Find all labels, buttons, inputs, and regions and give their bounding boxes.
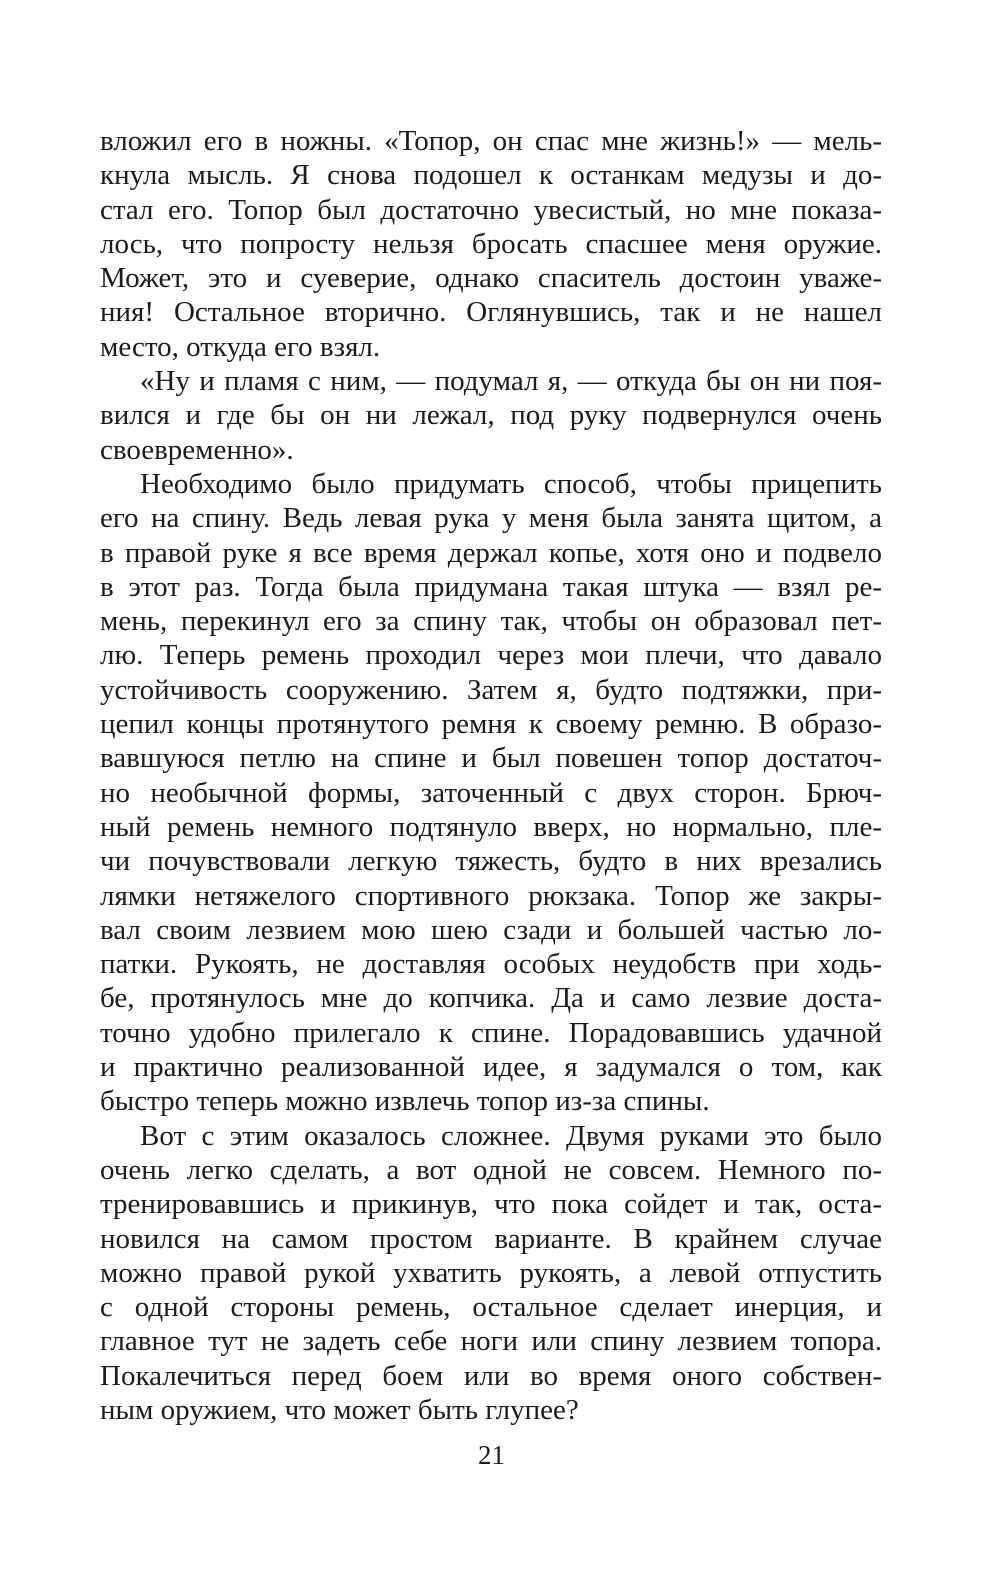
text-line: очень легко сделать, а вот одной не совсем. Немного по- xyxy=(100,1153,882,1186)
text-line: стал его. Топор был достаточно увесистый, но мне показа- xyxy=(100,193,882,226)
text-line: лямки нетяжелого спортивного рюкзака. Топор же закры- xyxy=(100,879,882,912)
text-line: своевременно». xyxy=(100,433,294,466)
text-line: но необычной формы, заточенный с двух сторон. Брюч- xyxy=(100,776,882,809)
text-line: патки. Рукоять, не доставляя особых неудобств при ходь- xyxy=(100,948,882,981)
text-line: Покалечиться перед боем или во время оного собствен- xyxy=(100,1359,882,1392)
text-line: Может, это и суеверие, однако спаситель достоин уваже- xyxy=(100,262,882,295)
text-line: вавшуюся петлю на спине и был повешен топор достаточ- xyxy=(100,742,882,775)
text-line: мень, перекинул его за спину так, чтобы он образовал пет- xyxy=(100,605,882,638)
page-number: 21 xyxy=(478,1440,505,1470)
paragraph xyxy=(100,124,882,364)
text-line: с одной стороны ремень, остальное сделает инерция, и xyxy=(100,1291,882,1324)
text-line: бе, протянулось мне до копчика. Да и само лезвие доста- xyxy=(100,982,882,1015)
paragraph xyxy=(100,467,882,1119)
text-line: можно правой рукой ухватить рукоять, а левой отпустить xyxy=(100,1256,882,1289)
text-line: устойчивость сооружению. Затем я, будто подтяжки, при- xyxy=(100,673,882,706)
text-line: лось, что попросту нельзя бросать спасшее меня оружие. xyxy=(100,227,882,260)
text-line: «Ну и пламя с ним, — подумал я, — откуда бы он ни поя- xyxy=(140,365,882,398)
text-line: быстро теперь можно извлечь топор из-за спины. xyxy=(100,1085,710,1118)
text-line: в этот раз. Тогда была придумана такая штука — взял ре- xyxy=(100,570,882,603)
text-line: цепил концы протянутого ремня к своему ремню. В образо- xyxy=(100,708,882,741)
text-line: вал своим лезвием мою шею сзади и большей частью ло- xyxy=(100,913,882,946)
text-line: тренировавшись и прикинув, что пока сойдет и так, оста- xyxy=(100,1188,882,1221)
text-line: главное тут не задеть себе ноги или спину лезвием топора. xyxy=(100,1325,882,1358)
text-line: вился и где бы он ни лежал, под руку подвернулся очень xyxy=(100,399,882,432)
text-line: и практично реализованной идее, я задумался о том, как xyxy=(100,1051,882,1084)
text-line: вложил его в ножны. «Топор, он спас мне жизнь!» — мель- xyxy=(100,125,882,157)
text-line: ния! Остальное вторично. Оглянувшись, так и не нашел xyxy=(100,296,882,329)
paragraph xyxy=(100,1119,882,1428)
text-line: в правой руке я все время держал копье, хотя оно и подвело xyxy=(100,536,882,569)
text-line: лю. Теперь ремень проходил через мои плечи, что давало xyxy=(100,639,882,672)
text-line: Необходимо было придумать способ, чтобы прицепить xyxy=(140,467,882,500)
body-text xyxy=(100,124,882,1427)
paragraph xyxy=(100,364,882,467)
text-line: чи почувствовали легкую тяжесть, будто в них врезались xyxy=(100,845,882,878)
text-line: новился на самом простом варианте. В крайнем случае xyxy=(100,1222,882,1255)
text-line: ным оружием, что может быть глупее? xyxy=(100,1393,579,1426)
text-line: точно удобно прилегало к спине. Порадовавшись удачной xyxy=(100,1016,882,1049)
text-line: место, откуда его взял. xyxy=(100,330,381,363)
text-line: его на спину. Ведь левая рука у меня была занята щитом, а xyxy=(100,502,882,535)
text-line: Вот с этим оказалось сложнее. Двумя руками это было xyxy=(140,1119,882,1152)
text-line: ный ремень немного подтянуло вверх, но нормально, пле- xyxy=(100,810,882,843)
text-line: кнула мысль. Я снова подошел к останкам медузы и до- xyxy=(100,159,882,192)
